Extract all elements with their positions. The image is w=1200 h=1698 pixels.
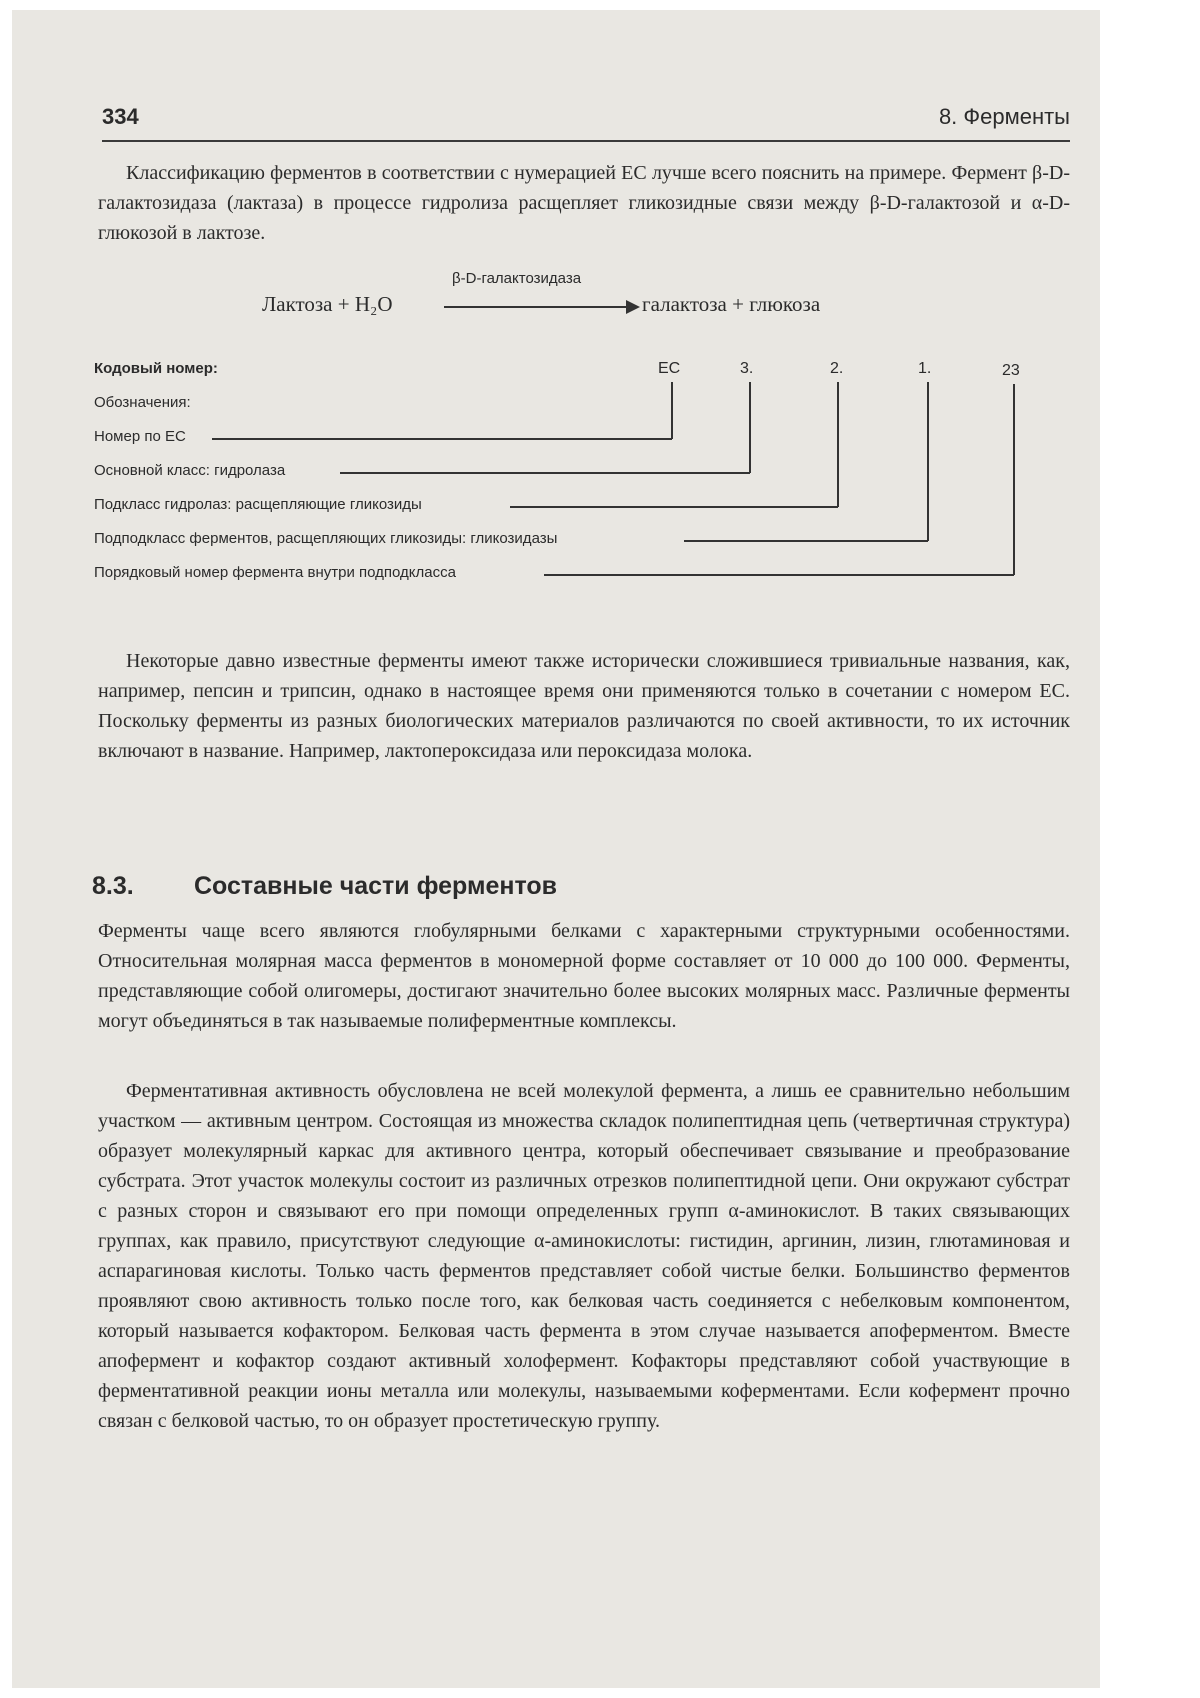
ec-number-label: Номер по EC — [94, 428, 186, 445]
subsubclass-label: Подподкласс ферментов, расщепляющих гликозиды: гликозидазы — [94, 530, 558, 547]
main-class-label: Основной класс: гидролаза — [94, 462, 286, 479]
reaction-products: галактоза + глюкоза — [642, 292, 821, 316]
designations-label: Обозначения: — [94, 394, 191, 411]
ec-code-scheme — [86, 360, 1076, 620]
ec-connector-line — [212, 438, 672, 440]
section-number: 8.3. — [92, 872, 134, 900]
code-subsubclass: 1. — [918, 360, 932, 377]
hydrolysis-reaction — [262, 270, 962, 330]
page-header — [102, 100, 1070, 142]
serial-connector-riser — [1013, 384, 1015, 575]
code-subclass: 2. — [830, 360, 844, 377]
code-number-header: Кодовый номер: — [94, 360, 218, 377]
code-class: 3. — [740, 360, 754, 377]
code-ec: EC — [658, 360, 681, 377]
subsubclass-connector-riser — [927, 382, 929, 541]
serial-connector-line — [544, 574, 1014, 576]
ec-connector-riser — [671, 382, 673, 439]
subsubclass-connector-line — [684, 540, 928, 542]
page-number: 334 — [102, 104, 139, 129]
reaction-enzyme: β-D-галактозидаза — [452, 270, 582, 287]
class-connector-riser — [749, 382, 751, 473]
serial-number-label: Порядковый номер фермента внутри подподкласса — [94, 564, 456, 581]
class-connector-line — [340, 472, 750, 474]
book-page — [12, 10, 1100, 1688]
subclass-label: Подкласс гидролаз: расщепляющие гликозиды — [94, 496, 422, 513]
reaction-arrowhead — [626, 300, 640, 314]
running-chapter-title: 8. Ферменты — [938, 104, 1070, 129]
section-title: Составные части ферментов — [194, 872, 558, 900]
subclass-connector-riser — [837, 382, 839, 507]
intro-paragraph: Классификацию ферментов в соответствии с нумерацией EC лучше всего пояснить на примере. Фермент β-D-галактозидаза (лактаза) в процессе гидролиза расщепляет гликозидные связи между β-D-галактозой и α-D-глюкозой в лактозе. — [98, 162, 1070, 244]
reaction-arrow — [444, 306, 634, 308]
section-paragraph-1: Ферменты чаще всего являются глобулярными белками с характерными структурными особенностями. Относительная молярная масса ферментов в мономерной форме составляет от 10 000 до 100 000. Ферменты, представляющие собой олигомеры, достигают значительно более высоких молярных масс. Различные ферменты могут объединяться в так называемые полиферментные комплексы. — [98, 920, 1070, 1032]
section-paragraph-2: Ферментативная активность обусловлена не всей молекулой фермента, а лишь ее сравнительно небольшим участком — активным центром. Состоящая из множества складок полипептидная цепь (четвертичная структура) образует молекулярный каркас для активного центра, который обеспечивает связывание и преобразование субстрата. Этот участок молекулы состоит из различных отрезков полипептидной цепи. Они окружают субстрат с разных сторон и связывают его при помощи определенных групп α-аминокислот. В таких связывающих группах, как правило, присутствуют следующие α-аминокислоты: гистидин, аргинин, лизин, глютаминовая и аспарагиновая кислоты. Только часть ферментов представляет собой чистые белки. Большинство ферментов проявляют свою активность только после того, как белковая часть соединяется с небелковым компонентом, который называется кофактором. Белковая часть фермента в этом случае называется апоферментом. Вместе апофермент и кофактор создают активный холофермент. Кофакторы представляют собой участвующие в ферментативной реакции ионы металла или молекулы, называемыми коферментами. Если кофермент прочно связан с белковой частью, то он образует простетическую группу. — [98, 1080, 1070, 1432]
trivial-names-paragraph: Некоторые давно известные ферменты имеют также исторически сложившиеся тривиальные названия, как, например, пепсин и трипсин, однако в настоящее время они применяются только в сочетании с номером EC. Поскольку ферменты из разных биологических материалов различаются по своей активности, то их источник включают в название. Например, лактопероксидаза или пероксидаза молока. — [98, 650, 1070, 762]
reaction-reactants: Лактоза + H₂O — [262, 292, 393, 316]
code-serial: 23 — [1002, 362, 1020, 379]
subclass-connector-line — [510, 506, 838, 508]
